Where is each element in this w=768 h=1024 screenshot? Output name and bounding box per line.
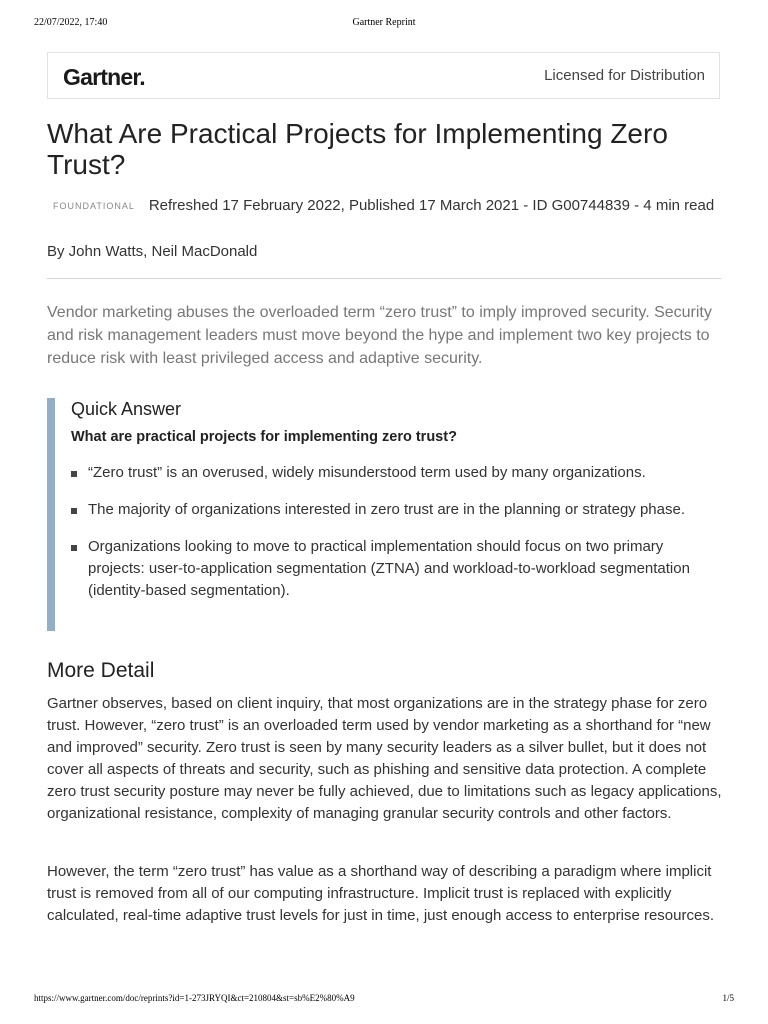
quick-answer-question: What are practical projects for implementing zero trust? [71, 429, 457, 445]
quick-answer-accent-bar [47, 398, 55, 631]
gartner-logo[interactable]: Gartner. [63, 64, 145, 90]
print-datetime: 22/07/2022, 17:40 [34, 17, 108, 28]
list-item [71, 462, 721, 484]
article-meta-row [47, 197, 747, 214]
list-item [71, 499, 721, 521]
article-summary: Vendor marketing abuses the overloaded term “zero trust” to imply improved security. Security and risk management leaders must move beyond the hype and implement two key projects to reduce risk with least privileged access and adaptive security. [47, 304, 712, 367]
list-item-text: The majority of organizations interested in zero trust are in the planning or strategy phase. [88, 501, 685, 518]
more-detail-heading: More Detail [47, 659, 155, 682]
detail-paragraph: Gartner observes, based on client inquiry, that most organizations are in the strategy phase for zero trust. However, “zero trust” is an overloaded term used by vendor marketing as a shorthand for “new and improved” security. Zero trust is seen by many security leaders as a silver bullet, but it does not cover all aspects of threats and security, such as phishing and sensitive data protection. A complete zero trust security posture may never be fully achieved, due to limitations such as legacy applications, organizational resistance, complexity of managing granular security controls and other factors. [47, 695, 722, 822]
print-title: Gartner Reprint [352, 17, 416, 28]
brand-header [47, 52, 720, 99]
print-header [0, 17, 768, 31]
list-item [71, 536, 721, 602]
detail-paragraph: However, the term “zero trust” has value as a shorthand way of describing a paradigm where implicit trust is removed from all of our computing infrastructure. Implicit trust is replaced with explicitly calculated, real-time adaptive trust levels for just in time, just enough access to enterprise resources. [47, 863, 714, 924]
footer-url[interactable]: https://www.gartner.com/doc/reprints?id=1-273JRYQI&ct=210804&st=sb%E2%80%A9 [34, 993, 355, 1003]
square-bullet-icon [71, 471, 77, 477]
square-bullet-icon [71, 508, 77, 514]
byline: By John Watts, Neil MacDonald [47, 243, 258, 260]
divider [47, 278, 721, 279]
quick-answer-box [47, 398, 727, 631]
quick-answer-heading: Quick Answer [71, 399, 182, 419]
licensed-label: Licensed for Distribution [544, 67, 705, 84]
quick-answer-list [71, 462, 721, 617]
square-bullet-icon [71, 545, 77, 551]
article-title: What Are Practical Projects for Implementing Zero Trust? [47, 118, 668, 180]
list-item-text: Organizations looking to move to practical implementation should focus on two primary projects: user-to-application segmentation (ZTNA) and workload-to-workload segmentation (identity-based segmentation). [88, 538, 690, 599]
foundational-tag: FOUNDATIONAL [53, 201, 135, 211]
article-meta: Refreshed 17 February 2022, Published 17 March 2021 - ID G00744839 - 4 min read [148, 197, 715, 214]
print-footer [0, 993, 768, 1007]
page-number: 1/5 [722, 993, 734, 1003]
list-item-text: “Zero trust” is an overused, widely misunderstood term used by many organizations. [88, 464, 646, 481]
